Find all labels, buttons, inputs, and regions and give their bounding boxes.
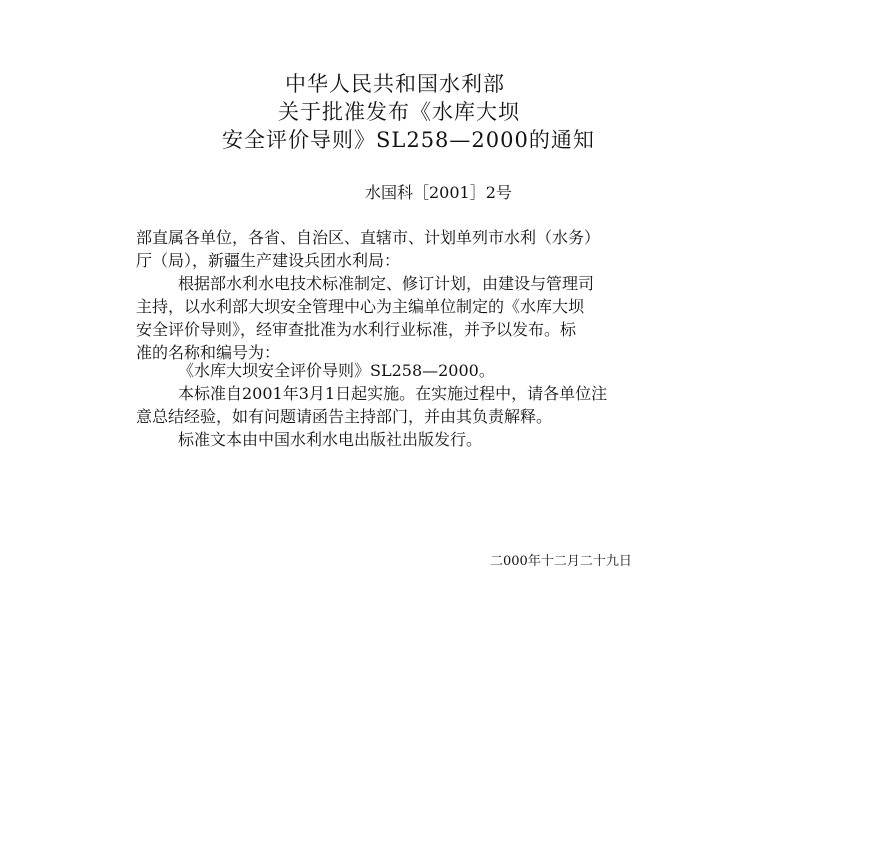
title-line-2: 关于批准发布《水库大坝: [278, 100, 520, 124]
title-line-3: 安全评价导则》SL258—2000的通知: [222, 128, 595, 152]
paragraph-2-line-1: 本标准自2001年3月1日起实施。在实施过程中，请各单位注: [178, 384, 608, 403]
paragraph-1-line-2: 主持，以水利部大坝安全管理中心为主编单位制定的《水库大坝: [136, 297, 585, 316]
paragraph-2-line-2: 意总结经验，如有问题请函告主持部门，并由其负责解释。: [136, 407, 553, 426]
issue-date: 二000年十二月二十九日: [490, 554, 632, 569]
title-line-1: 中华人民共和国水利部: [285, 72, 505, 96]
addressee-line-1: 部直属各单位，各省、自治区、直辖市、计划单列市水利（水务）: [136, 228, 601, 247]
paragraph-1-line-4: 准的名称和编号为：: [136, 343, 281, 362]
addressee-line-2: 厅（局），新疆生产建设兵团水利局：: [136, 251, 401, 270]
paragraph-1-line-5: 《水库大坝安全评价导则》SL258—2000。: [178, 361, 495, 380]
document-number: 水国科［2001］2号: [365, 183, 512, 202]
paragraph-3-line-1: 标准文本由中国水利水电出版社出版发行。: [178, 430, 483, 449]
paragraph-1-line-1: 根据部水利水电技术标准制定、修订计划，由建设与管理司: [178, 274, 595, 293]
paragraph-1-line-3: 安全评价导则》，经审查批准为水利行业标准，并予以发布。标: [136, 320, 577, 339]
